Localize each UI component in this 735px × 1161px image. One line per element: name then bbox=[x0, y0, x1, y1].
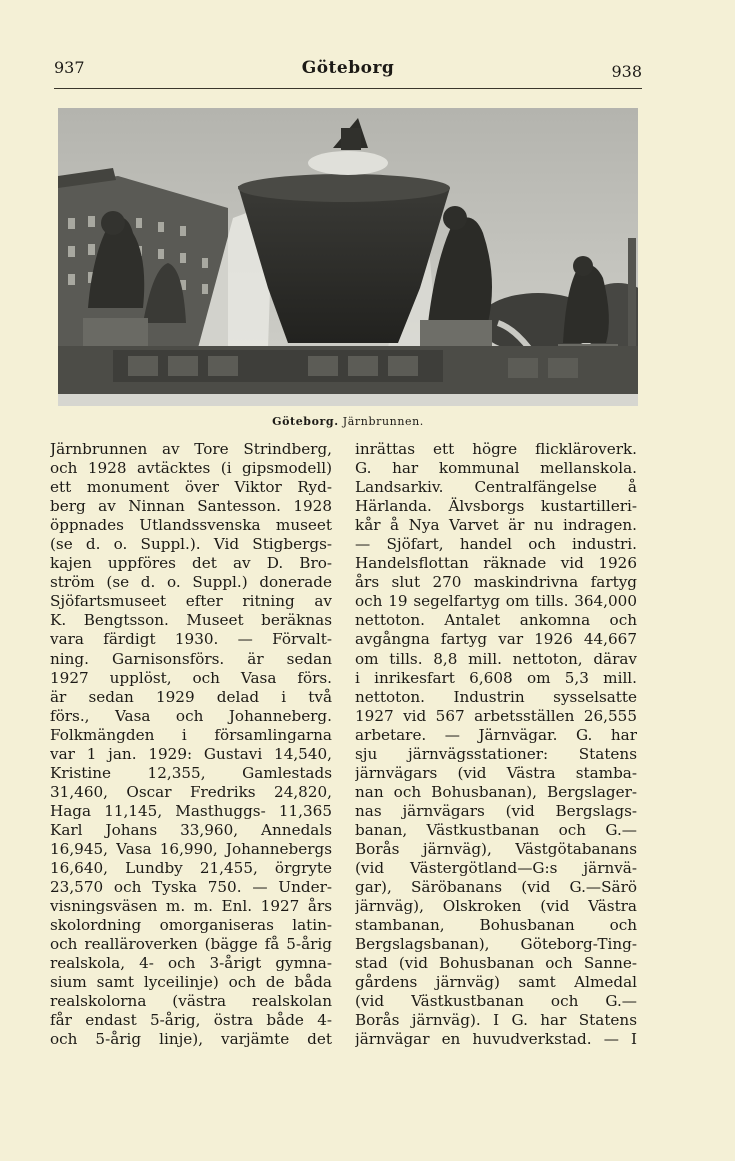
text-line: om tills. 8,8 mill. nettoton, därav bbox=[355, 649, 637, 668]
text-line: förs., Vasa och Johanneberg. bbox=[50, 706, 332, 725]
text-line: Kristine 12,355, Gamlestads bbox=[50, 763, 332, 782]
caption-place: Göteborg. bbox=[272, 415, 339, 428]
text-line: nas järnvägars (vid Bergslags- bbox=[355, 801, 637, 820]
fountain-photo-illustration bbox=[58, 108, 638, 406]
right-page-number: 938 bbox=[611, 62, 642, 81]
text-line: Borås järnväg), Västgötabanans bbox=[355, 839, 637, 858]
text-line: är sedan 1929 delad i två bbox=[50, 687, 332, 706]
text-line: (vid Västkustbanan och G.— bbox=[355, 992, 637, 1011]
text-line: 23,570 och Tyska 750. — Under- bbox=[50, 878, 332, 897]
text-line: Landsarkiv. Centralfängelse å bbox=[355, 478, 637, 497]
text-line: Järnbrunnen av Tore Strindberg, bbox=[50, 440, 332, 458]
text-line: berg av Ninnan Santesson. 1928 bbox=[50, 497, 332, 516]
text-line: får endast 5-årig, östra både 4- bbox=[50, 1011, 332, 1030]
text-line: 16,945, Vasa 16,990, Johannebergs bbox=[50, 839, 332, 858]
text-line: gårdens järnväg) samt Almedal bbox=[355, 973, 637, 992]
text-line: realskolorna (västra realskolan bbox=[50, 992, 332, 1011]
text-line: arbetare. — Järnvägar. G. har bbox=[355, 725, 637, 744]
right-text-column bbox=[355, 440, 637, 1050]
text-line: års slut 270 maskindrivna fartyg bbox=[355, 573, 637, 592]
text-line: ett monument över Viktor Ryd- bbox=[50, 478, 332, 497]
text-line: i inrikesfart 6,608 om 5,3 mill. bbox=[355, 668, 637, 687]
text-line: Sjöfartsmuseet efter ritning av bbox=[50, 592, 332, 611]
text-line: K. Bengtsson. Museet beräknas bbox=[50, 611, 332, 630]
text-line: Karl Johans 33,960, Annedals bbox=[50, 820, 332, 839]
text-line: sju järnvägsstationer: Statens bbox=[355, 744, 637, 763]
running-header bbox=[54, 58, 642, 86]
text-line: 1927 upplöst, och Vasa förs. bbox=[50, 668, 332, 687]
text-line: Haga 11,145, Masthuggs- 11,365 bbox=[50, 801, 332, 820]
text-line: (vid Västergötland—G:s järnvä- bbox=[355, 859, 637, 878]
text-line: järnvägars (vid Västra stamba- bbox=[355, 763, 637, 782]
text-line: och 1928 avtäcktes (i gipsmodell) bbox=[50, 459, 332, 478]
text-line: ning. Garnisonsförs. är sedan bbox=[50, 649, 332, 668]
text-line: var 1 jan. 1929: Gustavi 14,540, bbox=[50, 744, 332, 763]
text-line: stambanan, Bohusbanan och bbox=[355, 916, 637, 935]
text-line: avgångna fartyg var 1926 44,667 bbox=[355, 630, 637, 649]
text-line: banan, Västkustbanan och G.— bbox=[355, 820, 637, 839]
text-line: sium samt lyceilinje) och de båda bbox=[50, 973, 332, 992]
text-line: och 5-årig linje), varjämte det bbox=[50, 1030, 332, 1049]
text-line: — Sjöfart, handel och industri. bbox=[355, 535, 637, 554]
text-line: vara färdigt 1930. — Förvalt- bbox=[50, 630, 332, 649]
text-line: och 19 segelfartyg om tills. 364,000 bbox=[355, 592, 637, 611]
text-line: (se d. o. Suppl.). Vid Stigbergs- bbox=[50, 535, 332, 554]
text-line: stad (vid Bohusbanan och Sanne- bbox=[355, 954, 637, 973]
text-line: inrättas ett högre flickläroverk. bbox=[355, 440, 637, 458]
left-page-number: 937 bbox=[54, 58, 85, 77]
text-line: kajen uppföres det av D. Bro- bbox=[50, 554, 332, 573]
text-line: kår å Nya Varvet är nu indragen. bbox=[355, 516, 637, 535]
text-line: ström (se d. o. Suppl.) donerade bbox=[50, 573, 332, 592]
text-line: nan och Bohusbanan), Bergslager- bbox=[355, 782, 637, 801]
header-rule bbox=[54, 88, 642, 89]
fountain-photograph bbox=[58, 108, 638, 406]
text-line: Härlanda. Älvsborgs kustartilleri- bbox=[355, 497, 637, 516]
text-line: Bergslagsbanan), Göteborg-Ting- bbox=[355, 935, 637, 954]
text-line: gar), Säröbanans (vid G.—Särö bbox=[355, 878, 637, 897]
caption-subject: Järnbrunnen. bbox=[342, 415, 424, 428]
text-line: skolordning omorganiseras latin- bbox=[50, 916, 332, 935]
text-line: visningsväsen m. m. Enl. 1927 års bbox=[50, 897, 332, 916]
text-line: öppnades Utlandssvenska museet bbox=[50, 516, 332, 535]
left-text-column bbox=[50, 440, 332, 1050]
text-line: 16,640, Lundby 21,455, örgryte bbox=[50, 859, 332, 878]
running-title: Göteborg bbox=[301, 58, 395, 78]
text-line: nettoton. Industrin sysselsatte bbox=[355, 687, 637, 706]
text-line: Borås järnväg). I G. har Statens bbox=[355, 1011, 637, 1030]
text-line: järnväg), Olskroken (vid Västra bbox=[355, 897, 637, 916]
text-line: realskola, 4- och 3-årigt gymna- bbox=[50, 954, 332, 973]
text-line: 31,460, Oscar Fredriks 24,820, bbox=[50, 782, 332, 801]
text-line: G. har kommunal mellanskola. bbox=[355, 459, 637, 478]
text-line: Folkmängden i församlingarna bbox=[50, 725, 332, 744]
figure-caption bbox=[54, 415, 642, 428]
text-line: järnvägar en huvudverkstad. — I bbox=[355, 1030, 637, 1049]
text-line: Handelsflottan räknade vid 1926 bbox=[355, 554, 637, 573]
text-line: nettoton. Antalet ankomna och bbox=[355, 611, 637, 630]
text-line: och realläroverken (bägge få 5-årig bbox=[50, 935, 332, 954]
text-line: 1927 vid 567 arbetsställen 26,555 bbox=[355, 706, 637, 725]
